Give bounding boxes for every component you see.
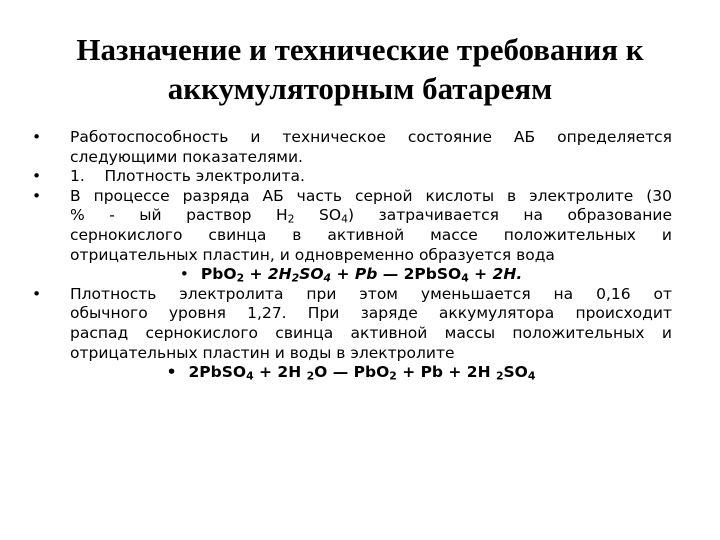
b3-sub-4: 4 [341,213,348,227]
f1-sub: 2 [236,271,245,285]
bullet-4-line-2: обычного уровня 1,27. При заряде аккумулятора происходит [70,304,672,323]
f1-sub-h: 2 [291,271,300,285]
f1-so: SO [299,265,324,284]
f1-pbso: 2PbSO [403,265,462,284]
f1-sub-4b: 4 [461,271,469,285]
bullet-3-line-1: В процессе разряда АБ часть серной кислоты в электролите (30 [70,186,672,205]
f2-a: 2PbSO [188,363,247,382]
f1-pbo: PbO [200,265,237,284]
formula-discharge [30,265,672,285]
f2-d-sub: 2 [495,369,504,383]
bullet-4-line-4: отрицательных пластин и воды в электролите [70,343,455,362]
bullet-marker: • [32,186,42,205]
bullet-item-1 [30,128,672,167]
f1-tail: + 2H. [468,265,523,284]
bullet-marker: • [179,265,189,284]
slide-body [30,128,672,383]
title-line-2: аккумуляторным батареям [167,71,553,106]
f2-c: O — PbO [314,363,390,382]
f1-dash: — [377,265,404,284]
bullet-marker: • [32,284,42,303]
bullet-marker: • [32,128,42,146]
f2-b-sub: 2 [306,369,315,383]
bullet-4-line-1: Плотность электролита при этом уменьшается на 0,16 от [70,284,672,303]
f2-e-sub: 4 [527,369,536,383]
bullet-1-line-1: Работоспособность и техническое состояние АБ определяется [70,128,672,146]
f1-sub-4: 4 [323,271,332,285]
bullet-3-line-4: отрицательных пластин, и одновременно образуется вода [70,245,555,264]
f2-c-sub: 2 [389,369,397,383]
bullet-marker: • [32,167,42,186]
bullet-marker: • [166,363,177,382]
bullet-item-2 [30,167,672,187]
formula-charge [30,363,672,383]
f2-d: + Pb + 2H [396,363,496,382]
bullet-1-line-2: следующими показателями. [70,147,303,166]
bullet-4-line-3: распад сернокислого свинца активной массы положительных и [70,323,672,342]
b3-text-c: ) затрачивается на образование [347,206,673,225]
title-line-1: Назначение и технические требования к [76,32,644,67]
bullet-3-line-2 [70,206,672,226]
slide-title [40,30,680,108]
bullet-2-text: 1. Плотность электролита. [70,167,305,186]
f1-plus-pb: + Pb [331,265,378,284]
b3-text-b: SO [294,206,342,225]
f2-b: + 2H [253,363,307,382]
bullet-item-3 [30,187,672,265]
b3-text-a: % - ый раствор H [70,206,288,225]
f2-e: SO [503,363,528,382]
bullet-3-line-3: сернокислого свинца в активной массе положительных и [70,225,672,244]
b3-sub-2: 2 [287,213,295,227]
bullet-item-4 [30,285,672,363]
f2-a-sub: 4 [246,369,254,383]
f1-plus-h: + 2H [244,265,292,284]
